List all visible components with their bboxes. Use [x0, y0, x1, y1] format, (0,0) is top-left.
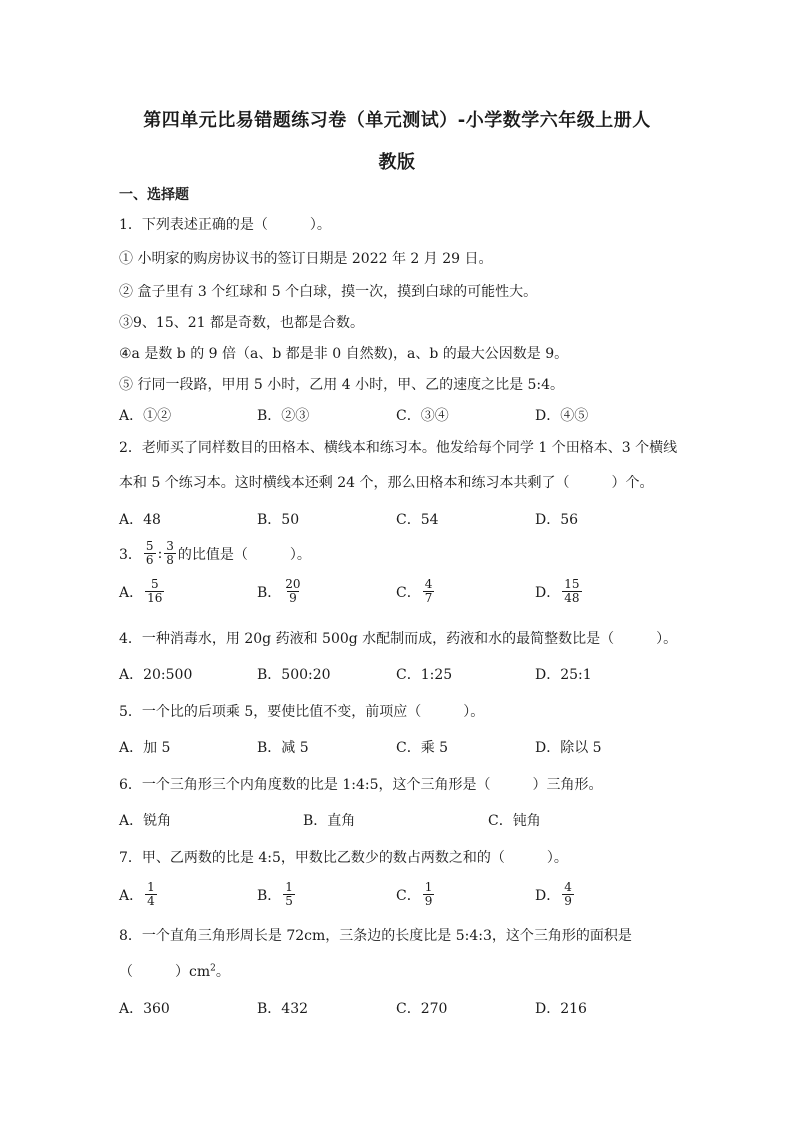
q3-suffix: 的比值是（ ）。 [177, 546, 311, 563]
q3-fraction-1 [144, 540, 156, 567]
q1-option-b[interactable]: B．②③ [257, 408, 310, 424]
q2-option-b[interactable]: B．50 [257, 512, 300, 528]
q4-option-b[interactable]: B．500:20 [257, 667, 331, 683]
question-8-stem-line2 [119, 961, 230, 981]
q8-option-a[interactable]: A．360 [119, 1001, 170, 1017]
q5-option-d[interactable]: D．除以 5 [535, 740, 602, 756]
option-fraction [145, 578, 164, 605]
denominator: 4 [147, 894, 155, 908]
q8-unit-exponent: 2 [210, 963, 216, 974]
option-letter: D． [535, 584, 561, 601]
numerator: 5 [150, 577, 159, 591]
question-2-stem-line2: 本和 5 个练习本。这时横线本还剩 24 个，那么田格本和练习本共剩了（ ）个。 [119, 475, 654, 491]
denominator: 7 [424, 591, 433, 605]
numerator: 4 [564, 880, 572, 894]
q5-option-b[interactable]: B．减 5 [257, 740, 309, 756]
q7-option-c[interactable] [396, 881, 436, 908]
q7-option-d[interactable] [535, 881, 576, 908]
numerator: 4 [424, 577, 433, 591]
q3-option-d[interactable] [535, 578, 584, 605]
numerator: 1 [285, 880, 293, 894]
q5-option-c[interactable]: C．乘 5 [396, 740, 449, 756]
q3-f2-denominator: 8 [166, 553, 174, 567]
q8-blank-unit: （ ）cm [119, 964, 211, 980]
question-4-stem: 4．一种消毒水，用 20g 药液和 500g 水配制而成，药液和水的最简整数比是（ ）。 [119, 631, 678, 647]
option-fraction [423, 578, 435, 605]
denominator: 48 [564, 591, 580, 605]
q3-prefix: 3． [119, 546, 142, 563]
denominator: 5 [285, 894, 293, 908]
q2-option-c[interactable]: C．54 [396, 512, 439, 528]
option-fraction [283, 881, 295, 908]
q1-option-c[interactable]: C．③④ [396, 408, 449, 424]
q5-option-a[interactable]: A．加 5 [119, 740, 171, 756]
q4-option-a[interactable]: A．20:500 [119, 667, 193, 683]
question-8-stem-line1: 8．一个直角三角形周长是 72cm，三条边的长度比是 5:4:3，这个三角形的面积是 [119, 928, 632, 944]
q3-option-c[interactable] [396, 578, 436, 605]
q8-option-b[interactable]: B．432 [257, 1001, 309, 1017]
denominator: 9 [424, 894, 433, 908]
q3-fraction-2 [164, 540, 176, 567]
q3-option-a[interactable] [119, 578, 166, 605]
denominator: 16 [147, 591, 163, 605]
question-1-statement-5: ⑤ 行同一段路，甲用 5 小时，乙用 4 小时，甲、乙的速度之比是 5:4。 [119, 377, 565, 393]
option-fraction [562, 881, 574, 908]
denominator: 9 [564, 894, 572, 908]
q8-period: 。 [215, 964, 230, 980]
option-letter: C． [396, 887, 421, 904]
option-letter: B． [257, 584, 282, 601]
numerator: 1 [424, 880, 433, 894]
q6-option-c[interactable]: C．钝角 [488, 813, 541, 829]
numerator: 1 [147, 880, 155, 894]
option-fraction [562, 578, 581, 605]
option-letter: C． [396, 584, 421, 601]
section-heading: 一、选择题 [119, 187, 189, 203]
q3-f1-denominator: 6 [145, 553, 154, 567]
q3-f1-numerator: 5 [145, 539, 154, 553]
q8-option-c[interactable]: C．270 [396, 1001, 448, 1017]
q3-f2-numerator: 3 [166, 539, 174, 553]
q4-option-d[interactable]: D．25:1 [535, 667, 592, 683]
question-5-stem: 5．一个比的后项乘 5，要使比值不变，前项应（ ）。 [119, 704, 485, 720]
q3-option-b[interactable] [257, 578, 305, 605]
q8-option-d[interactable]: D．216 [535, 1001, 587, 1017]
question-6-stem: 6．一个三角形三个内角度数的比是 1:4:5，这个三角形是（ ）三角形。 [119, 777, 603, 793]
option-letter: A． [119, 584, 144, 601]
q1-option-a[interactable]: A．①② [119, 408, 172, 424]
q7-option-a[interactable] [119, 881, 159, 908]
q2-option-a[interactable]: A．48 [119, 512, 161, 528]
question-1-statement-1: ① 小明家的购房协议书的签订日期是 2022 年 2 月 29 日。 [119, 251, 493, 267]
question-2-stem-line1: 2．老师买了同样数目的田格本、横线本和练习本。他发给每个同学 1 个田格本、3 个横线 [119, 440, 678, 456]
q6-option-b[interactable]: B．直角 [303, 813, 356, 829]
page-title: 第四单元比易错题练习卷（单元测试）-小学数学六年级上册人 [143, 110, 651, 131]
numerator: 20 [285, 577, 301, 591]
page-title-line2: 教版 [378, 152, 416, 173]
q1-option-d[interactable]: D．④⑤ [535, 408, 589, 424]
option-fraction [145, 881, 157, 908]
q4-option-c[interactable]: C．1:25 [396, 667, 453, 683]
option-fraction [283, 578, 302, 605]
q2-option-d[interactable]: D．56 [535, 512, 579, 528]
question-1-statement-4: ④a 是数 b 的 9 倍（a、b 都是非 0 自然数)，a、b 的最大公因数是 9。 [119, 346, 569, 362]
q6-option-a[interactable]: A．锐角 [119, 813, 172, 829]
question-3-stem [119, 540, 311, 567]
option-fraction [423, 881, 435, 908]
q3-colon: : [157, 545, 163, 562]
q7-option-b[interactable] [257, 881, 297, 908]
question-7-stem: 7．甲、乙两数的比是 4:5，甲数比乙数少的数占两数之和的（ ）。 [119, 850, 568, 866]
denominator: 9 [289, 591, 297, 605]
question-1-statement-2: ② 盒子里有 3 个红球和 5 个白球，摸一次，摸到白球的可能性大。 [119, 284, 538, 300]
question-1-statement-3: ③9、15、21 都是奇数，也都是合数。 [119, 315, 364, 331]
option-letter: A． [119, 887, 144, 904]
question-1-stem: 1．下列表述正确的是（ ）。 [119, 217, 331, 233]
numerator: 15 [564, 577, 580, 591]
option-letter: B． [257, 887, 282, 904]
option-letter: D． [535, 887, 561, 904]
